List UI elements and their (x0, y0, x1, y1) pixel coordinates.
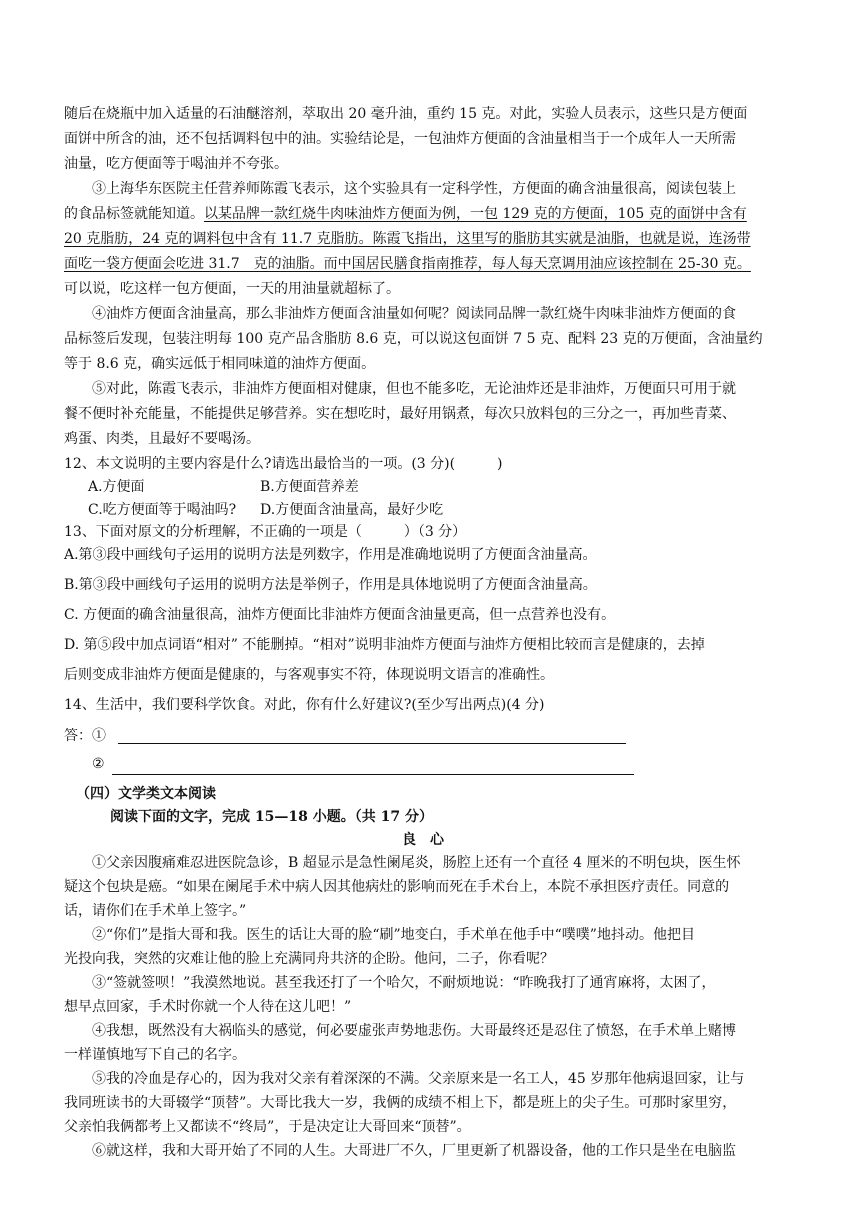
section-instruction: 阅读下面的文字，完成 15—18 小题。（共 17 分） (110, 809, 433, 825)
option-d[interactable]: D. 第⑤段中加点词语“相对” 不能删掉。“相对”说明非油炸方便面与油炸方便相比较而言是健康的，去掉 (64, 637, 705, 653)
story-line: 我同班读书的大哥辍学“顶替”。大哥比我大一岁，我俩的成绩不相上下，都是班上的尖子生。可那时家里穷， (64, 1095, 737, 1111)
story-line: 疑这个包块是癌。“如果在阑尾手术中病人因其他病灶的影响而死在手术台上，本院不承担医疗责任。同意的 (64, 879, 730, 895)
answer-label-2: ② (92, 756, 105, 772)
story-line: ②“你们”是指大哥和我。医生的话让大哥的脸“刷”地变白，手术单在他手中“噗噗”地抖动。他把目 (92, 927, 695, 943)
story-title: 良心 (402, 832, 458, 848)
story-line: 想早点回家，手术时你就一个人待在这儿吧！” (64, 999, 352, 1015)
paragraph-line: 油量，吃方便面等于喝油并不夸张。 (64, 156, 288, 172)
paragraph-5-line: ⑤对此，陈霞飞表示，非油炸方便面相对健康，但也不能多吃，无论油炸还是非油炸，万便面只可用于就 (92, 381, 736, 397)
answer-line-1[interactable] (118, 743, 626, 744)
underlined-sentence: 面吃一袋方便面会吃进 31.7 克的油脂。而中国居民膳食指南推荐，每人每天烹调用油应该控制在 25-30 克。 (64, 256, 751, 272)
section-heading: （四）文学类文本阅读 (76, 786, 216, 802)
option-b[interactable]: B.方便面营养差 (260, 479, 359, 495)
answer-line-2[interactable] (112, 774, 634, 775)
question-14: 14、生活中，我们要科学饮食。对此，你有什么好建议?(至少写出两点)(4 分) (64, 697, 545, 713)
answer-label-1: 答：① (64, 728, 106, 744)
option-c[interactable]: C.吃方便面等于喝油吗? (88, 502, 237, 518)
paragraph-5-line: 鸡蛋、肉类，且最好不要喝汤。 (64, 431, 260, 447)
paragraph-5-line: 餐不便时补充能量，不能提供足够营养。实在想吃时，最好用锅煮，每次只放料包的三分之一，再加些青菜、 (64, 406, 736, 422)
option-a[interactable]: A.方便面 (88, 479, 145, 495)
paragraph-3-line (64, 203, 800, 226)
plain-text: 的食品标签就能知道。 (64, 206, 204, 222)
question-12: 12、本文说明的主要内容是什么?请选出最恰当的一项。(3 分)( ) (64, 456, 503, 472)
option-a[interactable]: A.第③段中画线句子运用的说明方法是列数字，作用是准确地说明了方便面含油量高。 (64, 547, 597, 563)
paragraph-4-line: ④油炸方便面含油量高，那么非油炸方便面含油量如何呢？阅读同品牌一款红烧牛肉味非油炸方便面的食 (92, 306, 736, 322)
paragraph-4-line: 等于 8.6 克，确实远低于相同味道的油炸方便面。 (64, 356, 376, 372)
story-line: 一样谨慎地写下自己的名字。 (64, 1047, 246, 1063)
underlined-sentence: 20 克脂肪，24 克的调料包中含有 11.7 克脂肪。陈霞飞指出，这里写的脂肪其实就是油脂，也就是说，连汤带 (64, 231, 751, 247)
option-c[interactable]: C. 方便面的确含油量很高，油炸方便面比非油炸方便面含油量更高，但一点营养也没有。 (64, 607, 616, 623)
underlined-sentence: 以某品牌一款红烧牛肉味油炸方便面为例，一包 129 克的方便面，105 克的面饼中含有 (204, 206, 747, 222)
option-d-continued: 后则变成非油炸方便面是健康的，与客观事实不符，体现说明文语言的准确性。 (64, 667, 554, 683)
story-line: ④我想，既然没有大祸临头的感觉，何必要虚张声势地悲伤。大哥最终还是忍住了愤怒，在手术单上赌博 (92, 1023, 736, 1039)
option-d[interactable]: D.方便面含油量高，最好少吃 (260, 502, 444, 518)
story-line: ③“签就签呗！”我漠然地说。甚至我还打了一个哈欠，不耐烦地说：“昨晚我打了通宵麻将，太困了， (92, 975, 716, 991)
story-line: 父亲怕我俩都考上又都读不“终局”，于是决定让大哥回来“顶替”。 (64, 1119, 471, 1135)
paragraph-line: 随后在烧瓶中加入适量的石油醚溶剂，萃取出 20 毫升油，重约 15 克。对此，实验人员表示，这些只是方便面 (64, 106, 748, 122)
story-line: ⑥就这样，我和大哥开始了不同的人生。大哥进厂不久，厂里更新了机器设备，他的工作只是坐在电脑监 (92, 1143, 736, 1159)
story-line: ①父亲因腹痛难忍进医院急诊，B 超显示是急性阑尾炎，肠腔上还有一个直径 4 厘米的不明包块，医生怀 (92, 855, 741, 871)
paragraph-4-line: 品标签后发现，包装注明每 100 克产品含脂肪 8.6 克，可以说这包面饼 7 5 克、配料 23 克的万便面，含油量约 (64, 331, 763, 347)
story-line: 话，请你们在手术单上签字。” (64, 903, 247, 919)
question-13: 13、下面对原文的分析理解，不正确的一项是（ ）（3 分） (64, 524, 467, 540)
paragraph-line: 面饼中所含的油，还不包括调料包中的油。实验结论是，一包油炸方便面的含油量相当于一个成年人一天所需 (64, 131, 736, 147)
option-b[interactable]: B.第③段中画线句子运用的说明方法是举例子，作用是具体地说明了方便面含油量高。 (64, 577, 597, 593)
paragraph-3-line: 可以说，吃这样一包方便面，一天的用油量就超标了。 (64, 281, 400, 297)
paragraph-3-line: ③上海华东医院主任营养师陈霞飞表示，这个实验具有一定科学性，方便面的确含油量很高，阅读包装上 (92, 181, 736, 197)
story-line: 光投向我，突然的灾难让他的脸上充满同舟共济的企盼。他问，二子，你看呢？ (64, 951, 554, 967)
story-line: ⑤我的冷血是存心的，因为我对父亲有着深深的不满。父亲原来是一名工人，45 岁那年他病退回家，让与 (92, 1071, 745, 1087)
